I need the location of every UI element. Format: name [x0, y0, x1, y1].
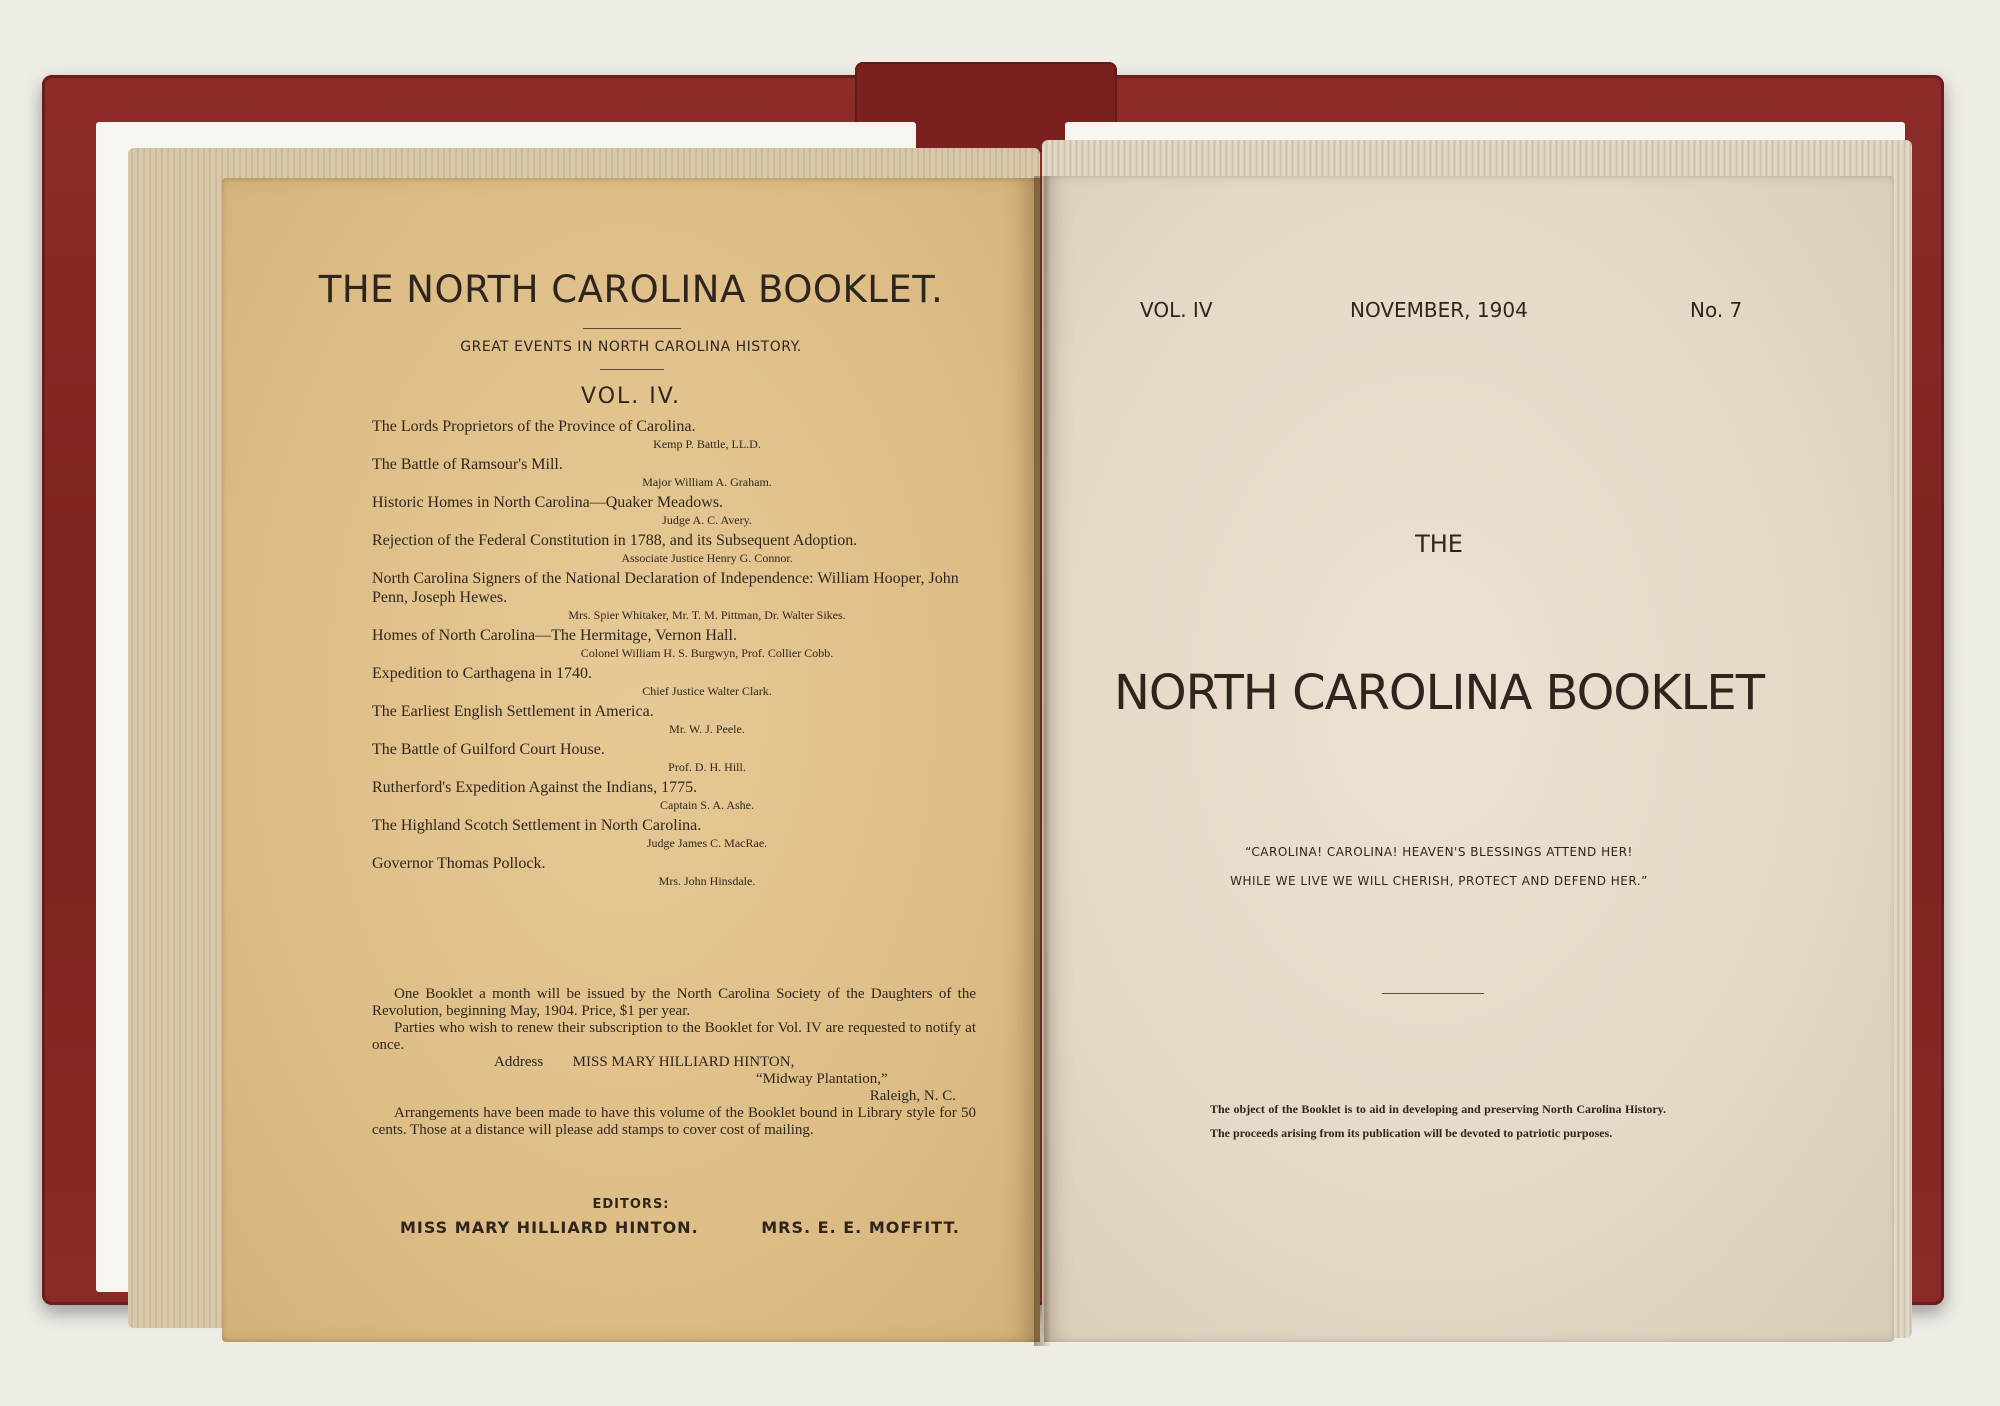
table-of-contents [372, 417, 972, 892]
motto-line-2: WHILE WE LIVE WE WILL CHERISH, PROTECT AND DEFEND HER.” [1230, 874, 1648, 888]
toc-entry-author: Associate Justice Henry G. Connor. [621, 551, 793, 565]
motto-line-1: “CAROLINA! CAROLINA! HEAVEN'S BLESSINGS ATTEND HER! [1245, 845, 1633, 859]
toc-entry [372, 531, 972, 566]
toc-entry-title: Rutherford's Expedition Against the Indians, 1775. [372, 779, 698, 796]
toc-entry [372, 816, 972, 851]
address-name: MISS MARY HILLIARD HINTON, [572, 1054, 795, 1070]
left-page-volume: VOL. IV. [581, 384, 681, 409]
toc-entry-title: The Lords Proprietors of the Province of Carolina. [372, 418, 696, 435]
left-page-title: THE NORTH CAROLINA BOOKLET. [318, 268, 944, 311]
toc-entry [372, 493, 972, 528]
address-line [372, 1054, 976, 1071]
right-page-date: NOVEMBER, 1904 [1350, 298, 1528, 322]
toc-entry-title: North Carolina Signers of the National Declaration of Independence: William Hooper, John Penn, Joseph Hewes. [372, 570, 959, 606]
right-page-the: THE [1415, 530, 1463, 558]
toc-entry [372, 702, 972, 737]
toc-entry-author: Judge A. C. Avery. [662, 513, 752, 527]
toc-entry-author: Colonel William H. S. Burgwyn, Prof. Collier Cobb. [580, 646, 834, 660]
toc-entry-author: Chief Justice Walter Clark. [642, 684, 772, 698]
toc-entry [372, 455, 972, 490]
toc-entry-title: Expedition to Carthagena in 1740. [372, 665, 592, 682]
toc-entry-title: The Battle of Ramsour's Mill. [372, 456, 563, 473]
title-rule [583, 328, 681, 329]
toc-entry-author: Prof. D. H. Hill. [668, 760, 746, 774]
toc-entry [372, 778, 972, 813]
toc-entry [372, 417, 972, 452]
editor-name: MISS MARY HILLIARD HINTON. [400, 1218, 699, 1237]
toc-entry-title: Historic Homes in North Carolina—Quaker Meadows. [372, 494, 724, 511]
notice-paragraph-renew: Parties who wish to renew their subscription to the Booklet for Vol. IV are requested to notify at once. [372, 1020, 976, 1053]
right-page-title: NORTH CAROLINA BOOKLET [1113, 665, 1765, 721]
toc-entry-title: The Highland Scotch Settlement in North Carolina. [372, 817, 702, 834]
notice-paragraph-binding: Arrangements have been made to have this volume of the Booklet bound in Library style for 50 cents. Those at a distance will please add stamps to cover cost of mailing. [372, 1105, 976, 1138]
toc-entry [372, 569, 972, 623]
toc-entry-title: The Earliest English Settlement in America. [372, 703, 654, 720]
toc-entry-author: Judge James C. MacRae. [646, 836, 768, 850]
toc-entry-author: Kemp P. Battle, LL.D. [653, 437, 761, 451]
toc-entry [372, 664, 972, 699]
toc-entry [372, 626, 972, 661]
toc-entry [372, 740, 972, 775]
address-city: Raleigh, N. C. [869, 1088, 956, 1104]
editors-line [400, 1218, 960, 1237]
toc-entry-title: The Battle of Guilford Court House. [372, 741, 605, 758]
right-page-number: No. 7 [1690, 298, 1743, 322]
left-page-subtitle: GREAT EVENTS IN NORTH CAROLINA HISTORY. [460, 339, 802, 355]
address-place: “Midway Plantation,” [756, 1071, 888, 1087]
toc-entry-author: Captain S. A. Ashe. [659, 798, 754, 812]
right-page-volume: VOL. IV [1140, 298, 1213, 322]
subscription-notice [372, 986, 976, 1139]
toc-entry-title: Homes of North Carolina—The Hermitage, Vernon Hall. [372, 627, 737, 644]
right-page [1044, 176, 1894, 1342]
toc-entry-author: Major William A. Graham. [642, 475, 772, 489]
toc-entry-author: Mrs. John Hinsdale. [658, 874, 756, 888]
editors-label: EDITORS: [592, 1197, 670, 1212]
toc-entry [372, 854, 972, 889]
toc-entry-title: Governor Thomas Pollock. [372, 855, 546, 872]
booklet-object-statement: The object of the Booklet is to aid in developing and preserving North Carolina History. The proceeds arising from its publication will be devoted to patriotic purposes. [1210, 1102, 1666, 1140]
notice-paragraph-monthly: One Booklet a month will be issued by the North Carolina Society of the Daughters of the Revolution, beginning May, 1904. Price, $1 per year. [372, 986, 976, 1019]
right-page-rule [1382, 993, 1484, 994]
address-label: Address [494, 1054, 544, 1070]
subtitle-rule [600, 369, 664, 370]
toc-entry-author: Mr. W. J. Peele. [669, 722, 745, 736]
toc-entry-author: Mrs. Spier Whitaker, Mr. T. M. Pittman, Dr. Walter Sikes. [568, 608, 846, 622]
editor-name: MRS. E. E. MOFFITT. [761, 1218, 960, 1237]
toc-entry-title: Rejection of the Federal Constitution in 1788, and its Subsequent Adoption. [372, 532, 858, 549]
